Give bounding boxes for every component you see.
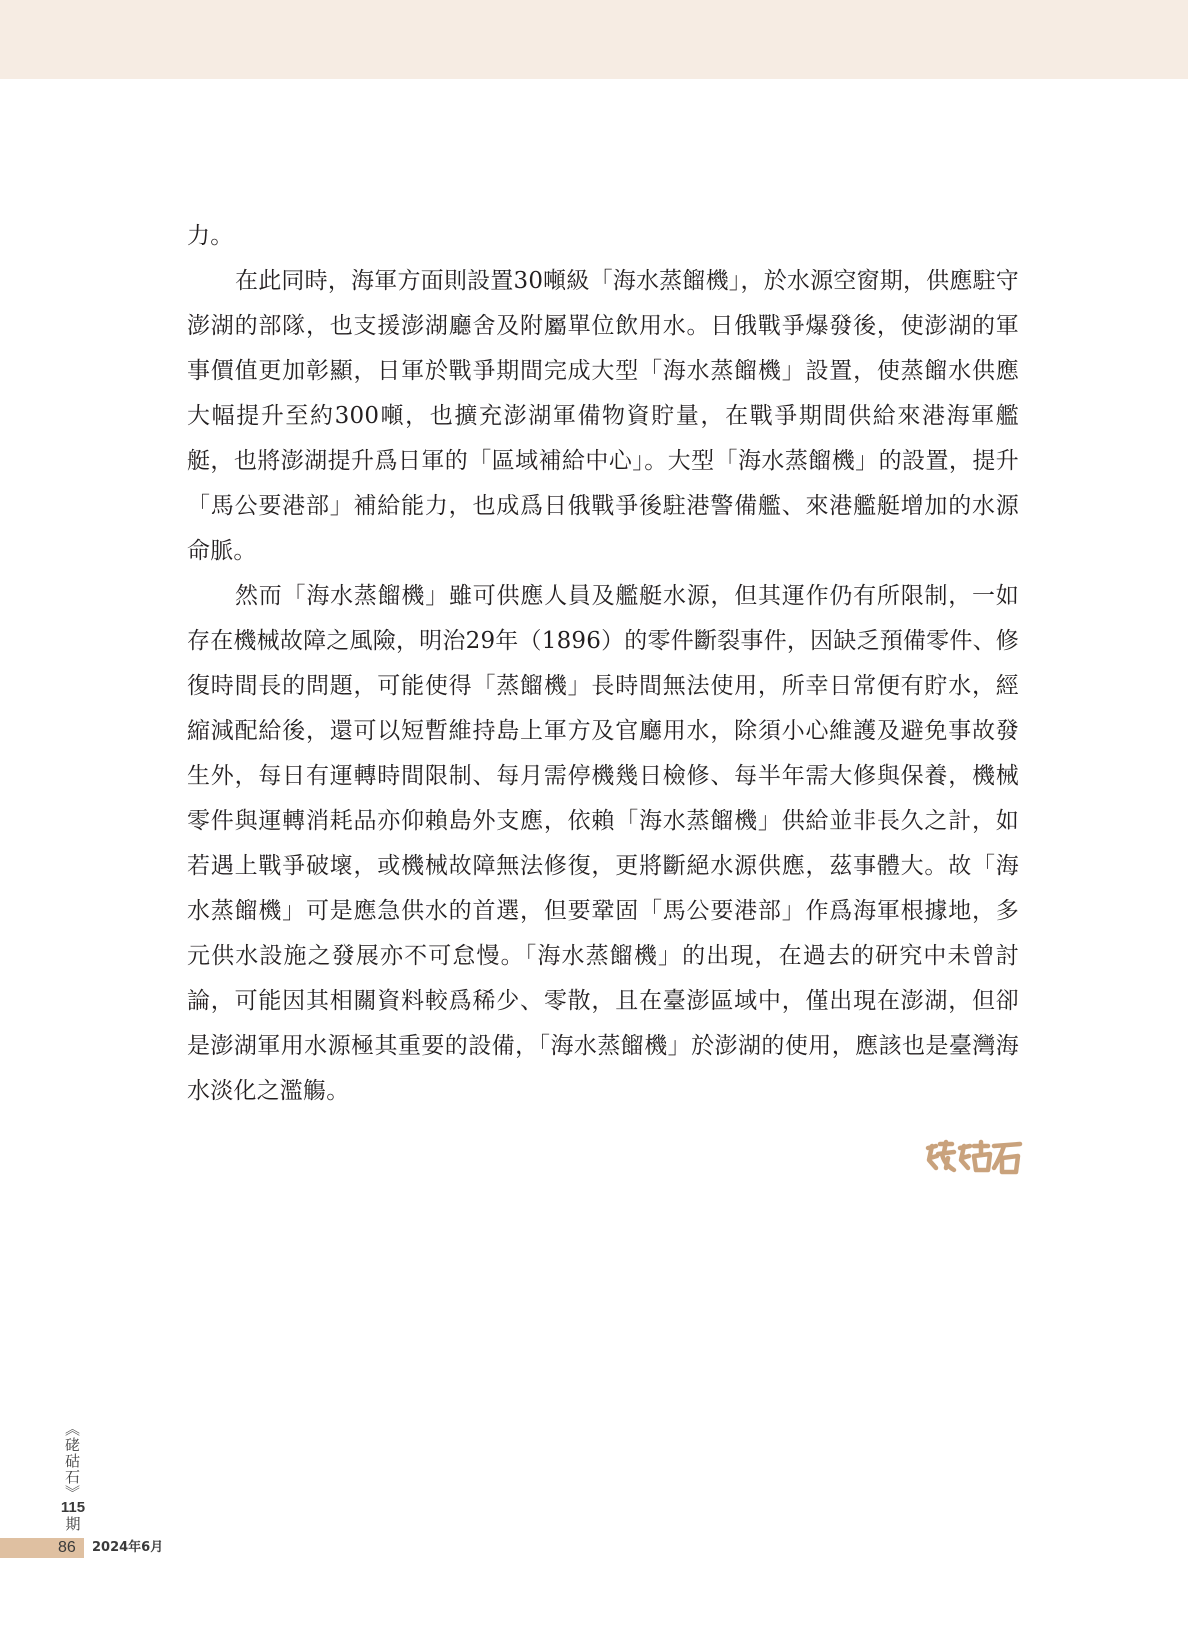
page-number: 86 (58, 1539, 76, 1556)
header-band (0, 0, 1188, 79)
magazine-title-vertical: 《硓𥑮石》 (63, 1421, 81, 1501)
paragraph-limitations: 然而「海水蒸餾機」雖可供應人員及艦艇水源，但其運作仍有所限制，一如存在機械故障之風險，明治29年（1896）的零件斷裂事件，因缺乏預備零件、修復時間長的問題，可能使得「蒸餾機」長時間無法使用，所幸日常便有貯水，經縮減配給後，還可以短暫維持島上軍方及官廳用水，除須小心維護及避免事故發生外，每日有運轉時間限制、每月需停機幾日檢修、每半年需大修與保養，機械零件與運轉消耗品亦仰賴島外支應，依賴「海水蒸餾機」供給並非長久之計，如若遇上戰爭破壞，或機械故障無法修復，更將斷絕水源供應，茲事體大。故「海水蒸餾機」可是應急供水的首選，但要鞏固「馬公要港部」作爲海軍根據地，多元供水設施之發展亦不可怠慢。「海水蒸餾機」的出現，在過去的研究中未曾討論，可能因其相關資料較爲稀少、零散，且在臺澎區域中，僅出現在澎湖，但卻是澎湖軍用水源極其重要的設備，「海水蒸餾機」於澎湖的使用，應該也是臺灣海水淡化之濫觴。 (187, 583, 1019, 1104)
magazine-logo (924, 1138, 1024, 1178)
article-body (187, 214, 1019, 1114)
issue-date: 2024年6月 (92, 1540, 164, 1555)
paragraph-navy-distiller: 在此同時，海軍方面則設置30噸級「海水蒸餾機」，於水源空窗期，供應駐守澎湖的部隊，也支援澎湖廳舍及附屬單位飲用水。日俄戰爭爆發後，使澎湖的軍事價值更加彰顯，日軍於戰爭期間完成大型「海水蒸餾機」設置，使蒸餾水供應大幅提升至約300噸，也擴充澎湖軍備物資貯量，在戰爭期間供給來港海軍艦艇，也將澎湖提升爲日軍的「區域補給中心」。大型「海水蒸餾機」的設置，提升「馬公要港部」補給能力，也成爲日俄戰爭後駐港警備艦、來港艦艇增加的水源命脈。 (187, 268, 1019, 564)
issue-number: 115 (60, 1499, 86, 1516)
paragraph-continuation: 力。 (187, 223, 234, 249)
issue-unit: 期 (65, 1515, 81, 1533)
